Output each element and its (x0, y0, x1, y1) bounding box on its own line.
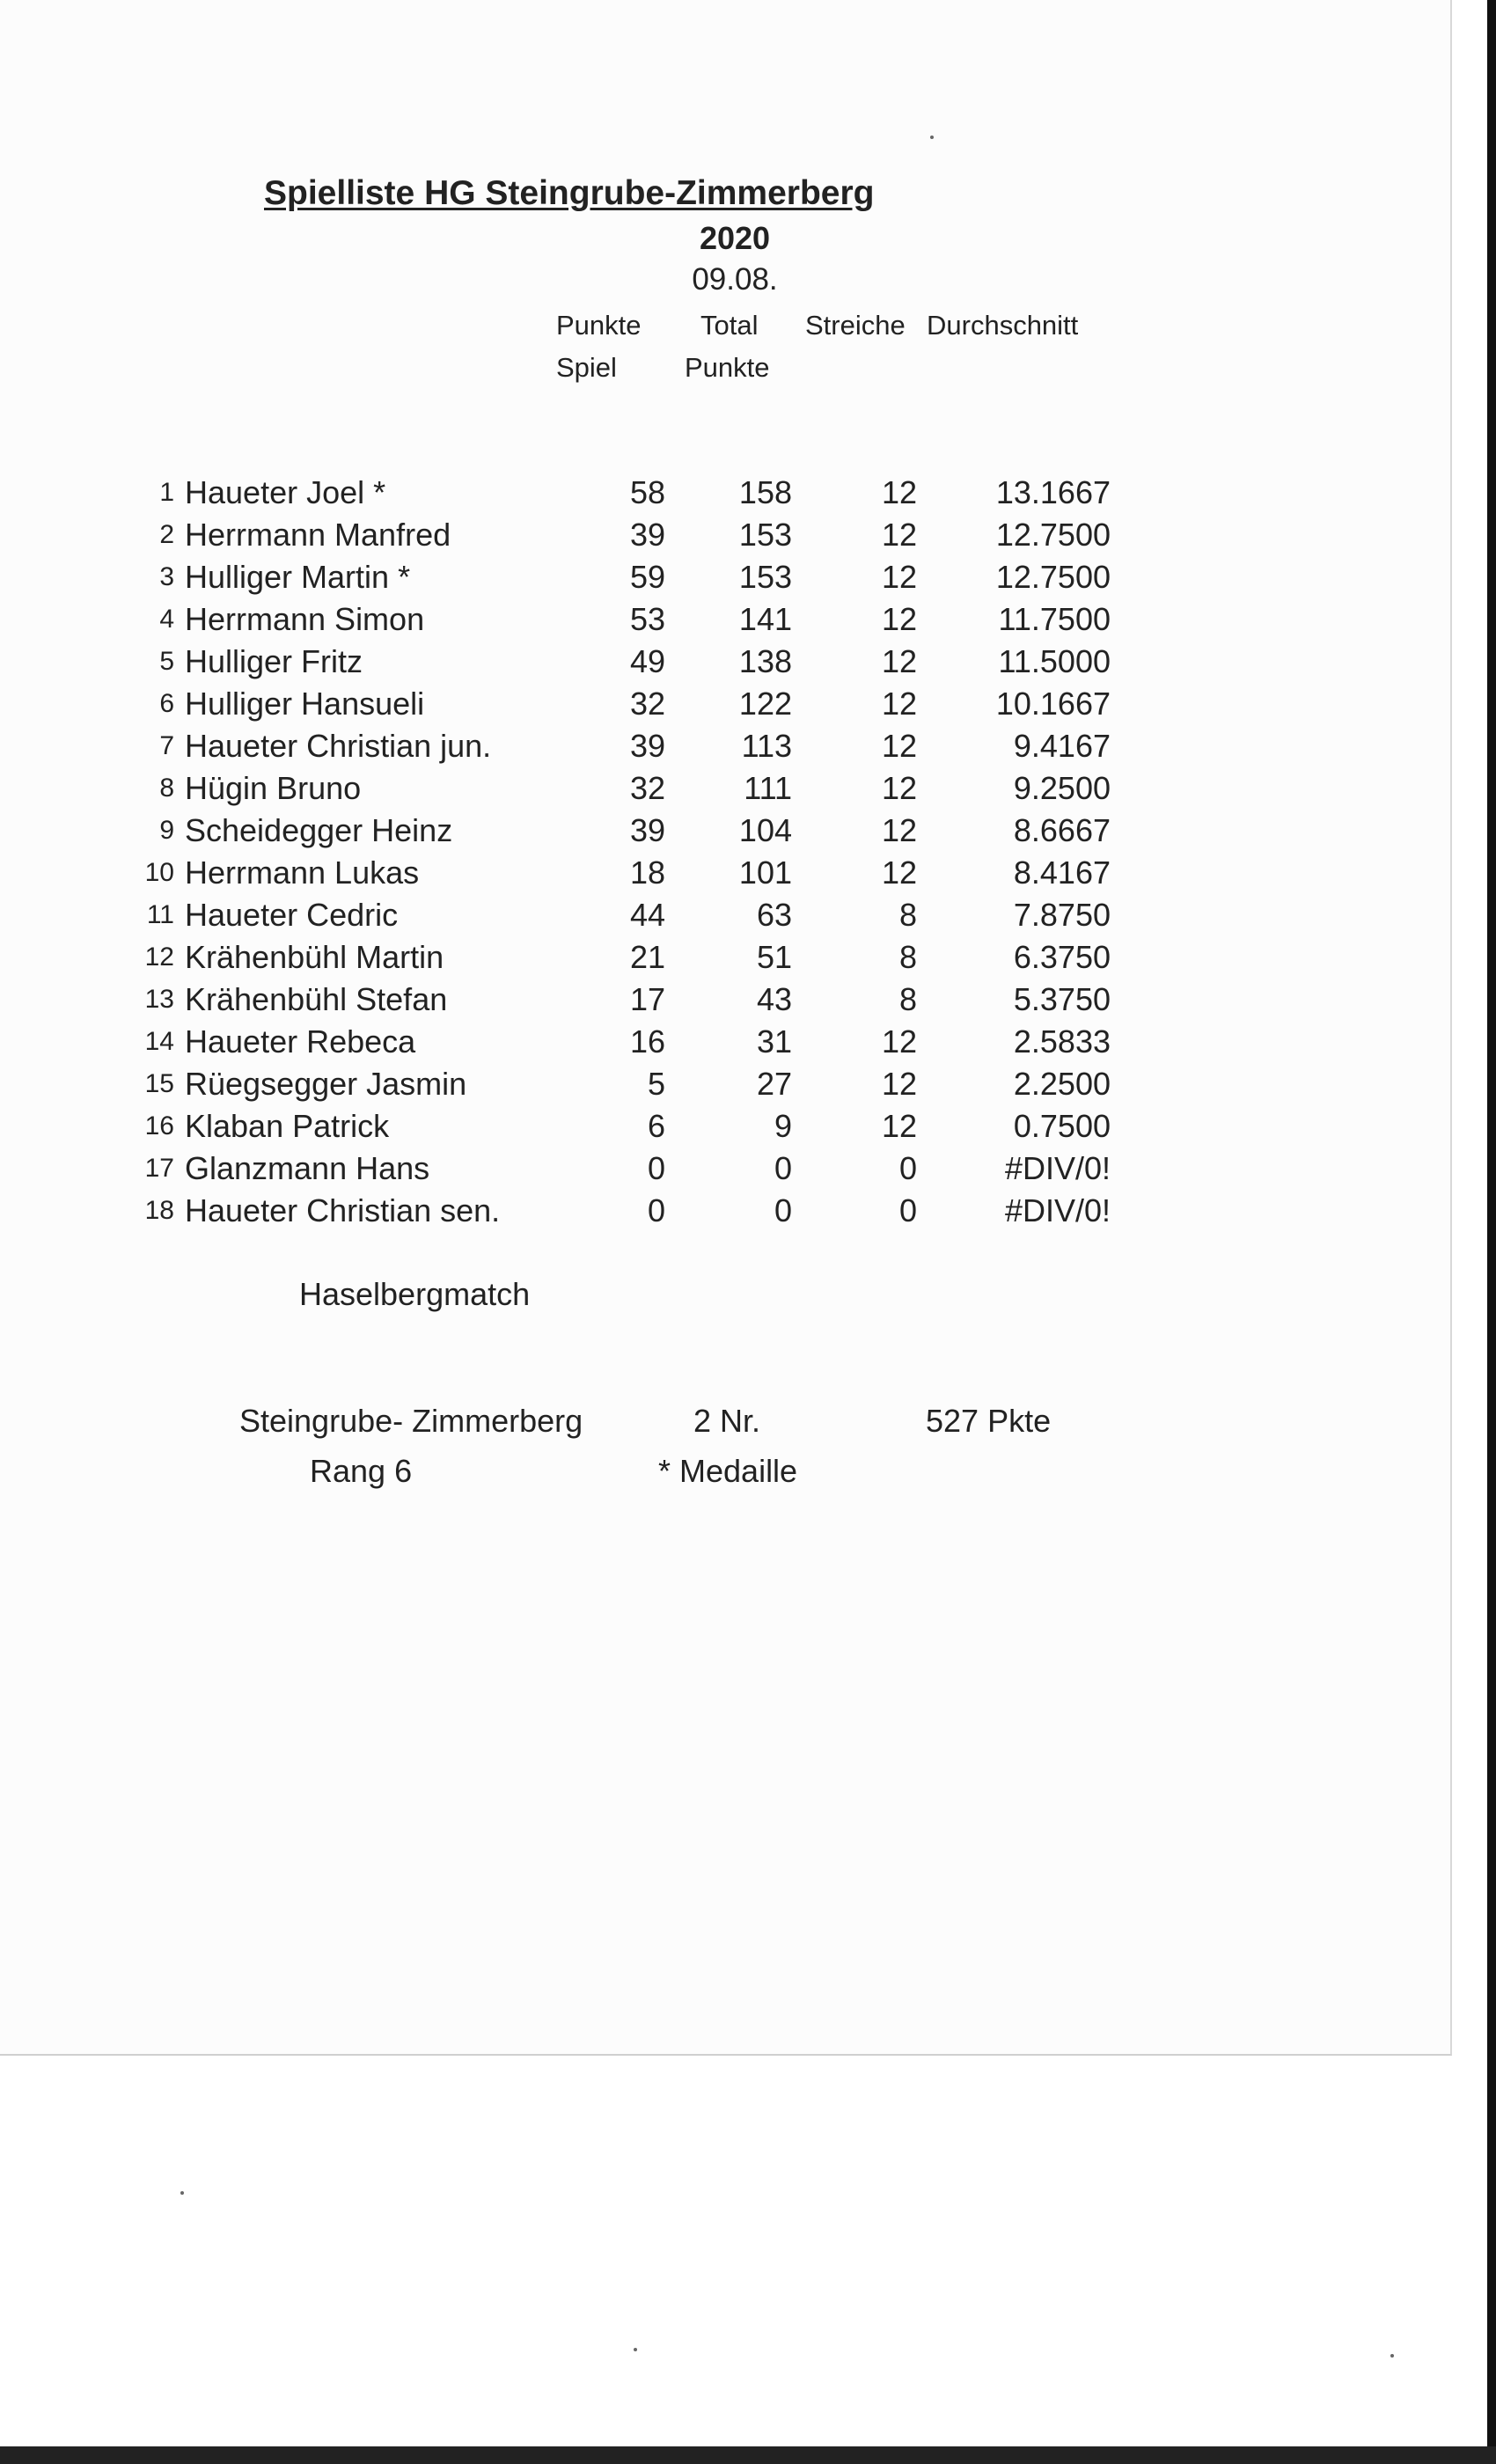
header-punkte: Punkte (556, 310, 642, 341)
cell-name: Hulliger Hansueli (185, 686, 425, 722)
cell-rank: 6 (159, 689, 174, 718)
match-team: Steingrube- Zimmerberg (239, 1403, 583, 1439)
cell-spiel: 21 (629, 939, 665, 975)
cell-spiel: 5 (647, 1066, 665, 1102)
cell-spiel: 0 (647, 1192, 665, 1228)
cell-rank: 1 (159, 478, 174, 507)
cell-avg: #DIV/0! (1004, 1192, 1111, 1228)
cell-avg: 9.2500 (1013, 770, 1111, 806)
cell-name: Rüegsegger Jasmin (185, 1066, 467, 1102)
cell-spiel: 17 (629, 981, 665, 1017)
cell-streiche: 12 (881, 643, 917, 679)
cell-name: Haueter Christian sen. (185, 1192, 501, 1228)
table-row (0, 683, 1144, 725)
cell-spiel: 44 (629, 897, 665, 933)
scan-speck (1390, 2354, 1394, 2358)
header-total: Total (700, 310, 759, 341)
cell-avg: 6.3750 (1013, 939, 1111, 975)
cell-rank: 4 (159, 605, 174, 634)
match-points: 527 Pkte (926, 1403, 1052, 1439)
header-total-punkte: Punkte (685, 352, 770, 383)
cell-name: Haueter Christian jun. (185, 728, 492, 764)
cell-avg: 8.6667 (1013, 812, 1111, 848)
match-rank: Rang 6 (310, 1453, 413, 1489)
cell-spiel: 39 (629, 728, 665, 764)
cell-streiche: 0 (898, 1150, 917, 1186)
match-title: Haselbergmatch (299, 1276, 531, 1312)
table-row (0, 472, 1144, 514)
cell-total: 122 (738, 686, 792, 722)
cell-streiche: 0 (898, 1192, 917, 1228)
cell-rank: 2 (159, 520, 174, 549)
cell-total: 113 (741, 728, 792, 764)
table-row (0, 810, 1144, 852)
cell-avg: 12.7500 (995, 559, 1111, 595)
cell-total: 138 (738, 643, 792, 679)
cell-name: Hügin Bruno (185, 770, 362, 806)
table-row (0, 1148, 1144, 1190)
cell-name: Herrmann Manfred (185, 517, 451, 553)
cell-avg: 12.7500 (995, 517, 1111, 553)
table-row (0, 852, 1144, 894)
cell-streiche: 8 (898, 981, 917, 1017)
cell-total: 101 (738, 854, 792, 891)
cell-rank: 14 (144, 1027, 174, 1056)
document-year: 2020 (699, 220, 771, 256)
cell-total: 111 (744, 770, 792, 806)
cell-name: Haueter Joel * (185, 474, 386, 510)
cell-total: 153 (738, 517, 792, 553)
cell-rank: 9 (159, 816, 174, 845)
cell-spiel: 49 (629, 643, 665, 679)
cell-spiel: 32 (629, 686, 665, 722)
cell-avg: 8.4167 (1013, 854, 1111, 891)
cell-total: 27 (756, 1066, 792, 1102)
cell-name: Haueter Rebeca (185, 1023, 416, 1060)
cell-streiche: 12 (881, 854, 917, 891)
cell-streiche: 12 (881, 728, 917, 764)
scan-speck (634, 2348, 637, 2351)
cell-name: Klaban Patrick (185, 1108, 390, 1144)
cell-total: 104 (738, 812, 792, 848)
table-row (0, 1063, 1144, 1105)
cell-total: 158 (738, 474, 792, 510)
cell-spiel: 18 (629, 854, 665, 891)
cell-total: 43 (756, 981, 792, 1017)
cell-spiel: 0 (647, 1150, 665, 1186)
cell-spiel: 16 (629, 1023, 665, 1060)
cell-streiche: 12 (881, 1108, 917, 1144)
cell-rank: 8 (159, 774, 174, 803)
header-streiche: Streiche (805, 310, 906, 341)
cell-avg: 2.5833 (1013, 1023, 1111, 1060)
cell-streiche: 12 (881, 559, 917, 595)
cell-name: Krähenbühl Martin (185, 939, 444, 975)
cell-rank: 3 (159, 562, 174, 591)
cell-total: 0 (774, 1150, 792, 1186)
cell-rank: 15 (144, 1069, 174, 1098)
cell-name: Hulliger Fritz (185, 643, 363, 679)
cell-streiche: 12 (881, 474, 917, 510)
cell-total: 51 (756, 939, 792, 975)
table-row (0, 979, 1144, 1021)
header-durchschnitt: Durchschnitt (927, 310, 1079, 341)
scanner-edge-bottom (0, 2446, 1496, 2464)
cell-name: Glanzmann Hans (185, 1150, 430, 1186)
cell-streiche: 12 (881, 686, 917, 722)
cell-streiche: 12 (881, 1066, 917, 1102)
cell-streiche: 8 (898, 939, 917, 975)
table-row (0, 936, 1144, 979)
cell-rank: 12 (144, 942, 174, 972)
table-row (0, 598, 1144, 641)
cell-avg: 5.3750 (1013, 981, 1111, 1017)
cell-spiel: 32 (629, 770, 665, 806)
match-number: 2 Nr. (693, 1403, 761, 1439)
cell-rank: 7 (159, 731, 174, 760)
cell-spiel: 39 (629, 517, 665, 553)
cell-avg: 0.7500 (1013, 1108, 1111, 1144)
cell-rank: 17 (144, 1154, 174, 1183)
table-row (0, 894, 1144, 936)
cell-streiche: 12 (881, 601, 917, 637)
cell-avg: 11.5000 (998, 643, 1111, 679)
cell-spiel: 53 (629, 601, 665, 637)
cell-total: 9 (774, 1108, 792, 1144)
cell-rank: 18 (144, 1196, 174, 1225)
cell-name: Herrmann Simon (185, 601, 425, 637)
cell-avg: 11.7500 (998, 601, 1111, 637)
table-row (0, 514, 1144, 556)
cell-avg: 2.2500 (1013, 1066, 1111, 1102)
header-spiel: Spiel (556, 352, 617, 383)
scan-speck (930, 136, 934, 139)
game-date: 09.08. (692, 262, 778, 297)
cell-rank: 5 (159, 647, 174, 676)
table-row (0, 1105, 1144, 1148)
cell-rank: 16 (144, 1111, 174, 1140)
scanner-edge-right (1487, 0, 1496, 2464)
table-row (0, 556, 1144, 598)
cell-total: 153 (738, 559, 792, 595)
document-title: Spielliste HG Steingrube-Zimmerberg (264, 174, 875, 212)
table-row (0, 725, 1144, 767)
cell-name: Herrmann Lukas (185, 854, 420, 891)
cell-total: 141 (738, 601, 792, 637)
cell-rank: 13 (144, 985, 174, 1014)
cell-spiel: 58 (629, 474, 665, 510)
cell-name: Haueter Cedric (185, 897, 399, 933)
cell-avg: 9.4167 (1013, 728, 1111, 764)
cell-avg: #DIV/0! (1004, 1150, 1111, 1186)
cell-rank: 11 (146, 900, 174, 929)
cell-avg: 10.1667 (995, 686, 1111, 722)
scan-speck (180, 2191, 184, 2195)
cell-total: 0 (774, 1192, 792, 1228)
cell-spiel: 39 (629, 812, 665, 848)
cell-streiche: 12 (881, 517, 917, 553)
cell-name: Scheidegger Heinz (185, 812, 453, 848)
cell-streiche: 12 (881, 812, 917, 848)
cell-avg: 7.8750 (1013, 897, 1111, 933)
medal-note: * Medaille (658, 1453, 798, 1489)
cell-name: Krähenbühl Stefan (185, 981, 448, 1017)
cell-spiel: 6 (647, 1108, 665, 1144)
table-row (0, 1021, 1144, 1063)
table-row (0, 1190, 1144, 1232)
cell-streiche: 12 (881, 770, 917, 806)
cell-streiche: 8 (898, 897, 917, 933)
cell-rank: 10 (144, 858, 174, 887)
cell-streiche: 12 (881, 1023, 917, 1060)
cell-avg: 13.1667 (995, 474, 1111, 510)
table-row (0, 641, 1144, 683)
cell-total: 31 (756, 1023, 792, 1060)
cell-spiel: 59 (629, 559, 665, 595)
cell-total: 63 (756, 897, 792, 933)
table-row (0, 767, 1144, 810)
cell-name: Hulliger Martin * (185, 559, 411, 595)
